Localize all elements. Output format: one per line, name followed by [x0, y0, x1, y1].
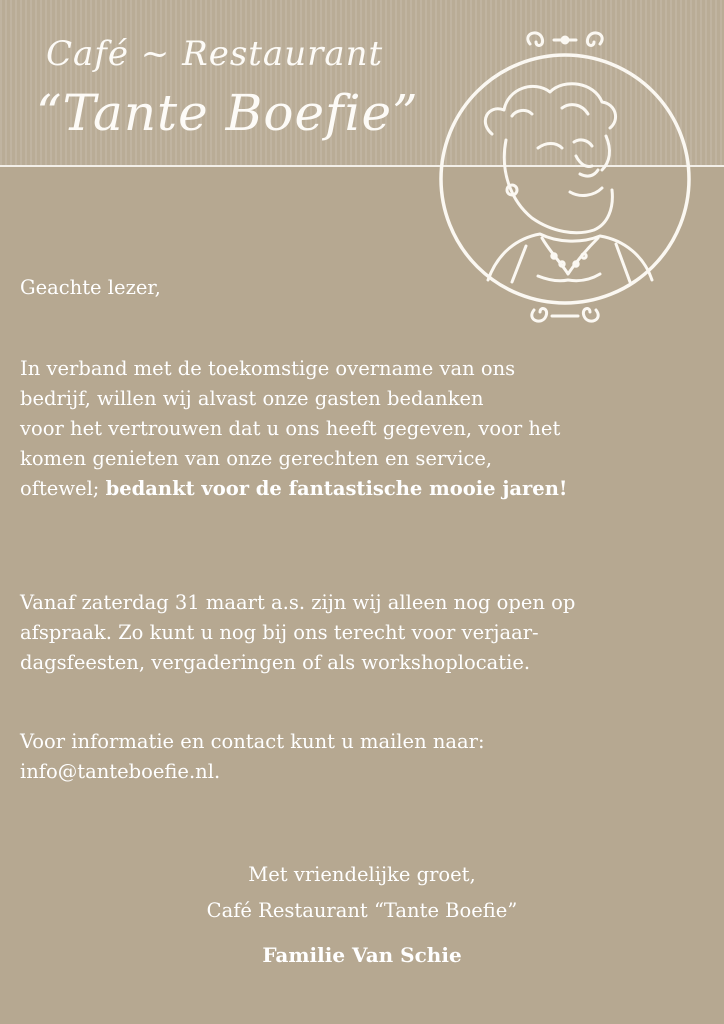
closing: Met vriendelijke groet, — [248, 863, 476, 886]
bold-thanks: bedankt voor de fantastische mooie jaren! — [105, 477, 568, 500]
paragraph-text: oftewel; — [20, 477, 106, 500]
greeting: Geachte lezer, — [20, 276, 161, 299]
logo-title: “Tante Boefie” — [36, 84, 419, 142]
paragraph-opening — [20, 588, 710, 678]
paragraph-contact — [20, 727, 710, 787]
paragraph-line: komen genieten van onze gerechten en service, — [20, 447, 493, 470]
paragraph-line: afspraak. Zo kunt u nog bij ons terecht voor verjaar- — [20, 621, 539, 644]
paragraph-line: In verband met de toekomstige overname van ons — [20, 357, 516, 380]
paragraph-line: voor het vertrouwen dat u ons heeft gegeven, voor het — [20, 417, 561, 440]
logo-subtitle: Café ~ Restaurant — [46, 34, 384, 74]
paragraph-thanks — [20, 354, 710, 504]
paragraph-line: dagsfeesten, vergaderingen of als workshoplocatie. — [20, 651, 531, 674]
signature: Familie Van Schie — [262, 943, 462, 967]
closing-name: Café Restaurant “Tante Boefie” — [206, 899, 518, 922]
paragraph-line: Voor informatie en contact kunt u mailen naar: — [20, 730, 485, 753]
paragraph-line: bedrijf, willen wij alvast onze gasten bedanken — [20, 387, 484, 410]
paragraph-line: Vanaf zaterdag 31 maart a.s. zijn wij alleen nog open op — [20, 591, 576, 614]
email-address: info@tanteboefie.nl. — [20, 760, 221, 783]
paragraph-line — [20, 474, 710, 504]
